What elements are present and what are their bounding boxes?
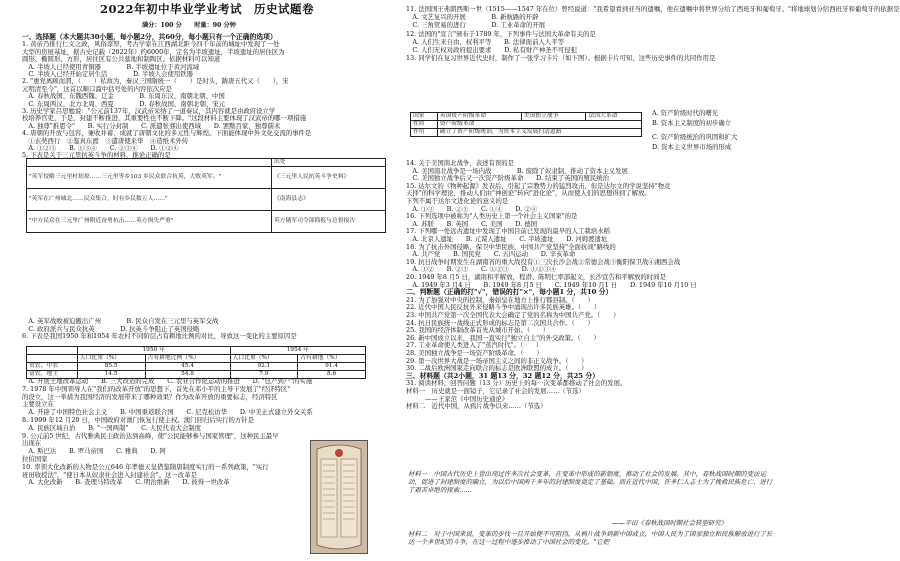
text-line: A. 半坡人已经使用青铜器 B. 半坡遗址位于黄河流域 (22, 62, 200, 71)
left-column (22, 0, 390, 561)
text-line: 校培养官吏，于是，封建不断推进，其重要性也不断下降。"这段材料主要体现了汉武帝的哪一项措施 (22, 114, 307, 123)
text-line: 7. 1978 年中国领导人在"我们的改革开放"的思想下，首先在邓小平的主导下发展了"经济特区" (22, 384, 291, 393)
table-cell: 85.5 (77, 363, 145, 371)
text-line: 24. 抗日民族统一战线正式形成的标志是第二次国共合作。（ ） (406, 318, 594, 327)
text-line: 13. 同学们在复习世界近代史时，制作了一张学习卡片（如下图）。根据卡片可知，这些历史事件的共同作用是 (406, 54, 716, 63)
table-cell: 占有耕地比例（%） (145, 355, 230, 363)
text-line: 三、材料题（共2小题，31 题13 分，32 题12 分，共25 分） (406, 371, 599, 380)
text-line: A. 斯巴达 B. 罗马帝国 C. 雅典 D. 阿 (22, 447, 166, 456)
text-line: 16. 下列选项中被称为"人类历史上第一个社会主义国家"的是 (406, 212, 578, 221)
text-line: 3. 历史学家吕思勉说："公元前137年，汉武帝采纳了一道奏议，其内容就是由政府设立学 (22, 107, 276, 115)
text-line: 6. 下表是我国1950 年和1954 年农村不同阶层占有耕地比例的对比，导致这一变化的主要原因是 (22, 332, 297, 341)
text-line: 15. 达尔文的《物种起源》发表后，引起了宗教势力的猛烈攻击，但是达尔文的学说坚持"物竞 (406, 181, 671, 190)
table-header-cell: 1950 年 (77, 347, 230, 355)
text-line: 5. 下表是关于三元里抗英斗争的材料，推论正确的是 (22, 151, 171, 160)
text-line: 21. 为了加强对中央的控制，秦始皇在地方上推行郡县制。（ ） (406, 295, 594, 304)
text-line: 22. 近代中国人民反抗外来侵略斗争中涌现出许多民族英雄。（ ） (406, 303, 601, 312)
text-line: 1. 黄帝乃推行仁义之政，风俗淳厚，考古学家在江西湖北距今四千年前的城址中发现了一处 (22, 40, 280, 49)
text-line: A. 开展土地改革运动 B. 三大改造的完成 C. 农业合作化运动的推进 D. "包产到户"的实施 (22, 377, 313, 385)
option-d: D. 资本主义世界市场的形成 (652, 143, 732, 151)
table-cell: 英国资产阶级革命 (437, 113, 521, 121)
table-sanyuanli (26, 158, 386, 233)
text-line: C. 人们无权对政府提出要求 D. 私有财产神圣不可侵犯 (406, 46, 578, 54)
exam-meta: 满分：100 分 时量：90 分钟 (142, 22, 236, 29)
text-line: 20. 1949 年8 月5 日，湖南和平解放，程潜、陈明仁率部起义，长沙宣告和平解放的时间是 (406, 273, 666, 281)
text-line: A. 文艺复兴的开展 B. 新航路的开辟 (406, 13, 539, 22)
table-cell: 美国独立战争 (521, 113, 586, 121)
text-line: A. 英军战败被迫撤出广州 B. 民众自发在三元里与英军交战 (22, 317, 219, 325)
text-line: C. 美国独立战争后又一次资产阶级革命 D. 结束了英国的殖民统治 (406, 174, 610, 183)
table-cell: 富农、地主 (27, 371, 78, 379)
text-line: C. 半坡人已经开始定居生活 D. 半坡人会使用铁器 (22, 70, 194, 78)
text-line: C. 政府派兵与民众抗英 D. 抗英斗争阻止了英国侵略 (22, 324, 200, 333)
document-scroll-icon (311, 441, 367, 553)
text-line: 27. 工业革命使人类进入了"蒸汽时代"。（ ） (406, 341, 543, 350)
text-line: A. 春秋战国、东魏西魏、辽金 B. 东周东汉、南朝北朝、中国 (22, 92, 225, 101)
table-cell: "英军在广州城北……民众集合，时有乡民数万人……" (27, 189, 272, 211)
table-cell: 人口比重（%） (230, 355, 298, 363)
text-line: 26. 新中国成立以来，我国一直实行"独立自主"的外交政策。（ ） (406, 333, 600, 342)
table-cell: "中方民众在三元里广州附近奋勇抗击……英方损失严重" (27, 211, 272, 233)
text-line: A. 民族区域自治 B. "一国两制" C. 人民代表大会制度 (22, 423, 202, 432)
text-line: 10. 率领大化改新的人物是公元646 年孝德天皇借鉴隋唐制度实行的一系列政策，"实行 (22, 462, 269, 471)
table-cell: 92.1 (230, 363, 298, 371)
text-line: 11. 法国国王弗朗西斯一世（1515——1547 年在位）曾经说道："我希望看到亚当的遗嘱，他在遗嘱中将世界分给了西班牙和葡萄牙。"将地球划分给西班牙和葡萄牙的依据是 (406, 5, 900, 13)
text-line: C. 东周两汉、北方北周、西夏 D. 春秋战国、南朝北朝、宋元 (22, 99, 226, 108)
text-line: 8. 1999 年12 月20 日，中国政府对澳门恢复行使主权。澳门回归后实行的方针是 (22, 416, 255, 424)
text-line: A. 开辟了中国特色社会主义 B. 中国重返联合国 C. 尼克松访华 D. 中美正式建立外交关系 (22, 408, 313, 417)
table-revolutions (410, 112, 642, 137)
text-line: 材料一 历史就是一面镜子，它记录了社会的发展……（节选） (406, 387, 585, 395)
text-line: 4. 唐朝的开放与包容，兼收并蓄，成就了唐朝文化的多元性与辉煌。下面能体现中外文化交流的事件是 (22, 129, 312, 138)
table-header-cell: 出处 (272, 159, 386, 167)
table-cell: 作用 (411, 129, 438, 137)
text-line: A. 大化改新 B. 查理马特改革 C. 明治维新 D. 彼得一世改革 (22, 478, 230, 487)
text-line: 14. 关于美国南北战争，表述有误的是 (406, 159, 515, 167)
text-line: 拉伯国家 (22, 455, 48, 463)
text-line: 材料二 近代中国，从鸦片战争以来……（节选） (406, 402, 547, 411)
table-cell: 《三元里人民抗英斗争史料》 (272, 167, 386, 189)
text-line: 23. 中国共产党第一次全国代表大会确定了党的名称为中国共产党。（ ） (406, 311, 620, 319)
table-cell: 法国大革命 (586, 113, 642, 121)
table-cell: 国家 (411, 113, 438, 121)
text-line: 大型的房屋基址，据古史记载（2022年）约6000年，定名为半坡遗址，半坡遗址的居住区为 (22, 47, 285, 56)
table-cell: 8.6 (298, 371, 366, 379)
right-column (402, 0, 900, 561)
text-line: ——王家范《中国历史通论》 (406, 394, 509, 403)
text-line: 天择"的科学理论，推动人们由"神创论"转向"进化论"，从而使人们的思想得到了解放。 (406, 189, 651, 198)
table-cell: 《南海县志》 (272, 189, 386, 211)
text-line: 9. 公元前5 世纪，古代雅典民主政治达到高峰，使"公民能够参与国家管理"，这种民主最早 (22, 431, 279, 440)
text-line: A. ①③ B. ②③ C. ①④ D. ②④ (406, 204, 537, 213)
table-cell: "英军侵略三元里村劫掠……三元里等乡103 乡民众联合抗英，大败英军。" (27, 167, 272, 189)
text-line: 下列不属于达尔文进化论的意义的是 (406, 197, 509, 205)
table-header-cell (27, 159, 272, 167)
table-cell: 英方随军司令部简报与总督报告 (272, 211, 386, 233)
material-passage-2: 材料二 对于中国来说，变革的步伐一旦开始便不可阻挡。从鸦片战争到新中国成立，中国人民为了国家独立和民族解放进行了长达一个多世纪的斗争，在这一过程中逐步推动了中国社会的变化。"它把 (408, 530, 773, 546)
table-cell: 人口比重（%） (77, 355, 145, 363)
text-line: 班田收授法"，"使日本从奴隶社会进入封建社会"。这一改革是 (22, 470, 197, 479)
page-title: 2022年初中毕业学业考试 历史试题卷 (100, 2, 315, 16)
text-line: A. 苏联 B. 英国 C. 美国 D. 德国 (406, 219, 537, 228)
text-line: 二、判断题（正确的打"√"，错误的打"×"，每小题1 分，共10 分） (406, 288, 613, 297)
table-cell (27, 355, 78, 363)
text-line: 圆形、椭圆形、方形，居住区有公共墓地和制陶区。依据材料可以知道 (22, 55, 221, 64)
text-line: A. ①② B. ②③ C. ①②③ D. ①②③④ (406, 265, 557, 274)
text-line: A. 人们生来自由，权利平等 B. 法律面前人人平等 (406, 37, 565, 46)
table-cell: 91.4 (298, 363, 366, 371)
text-line: 一、选择题（本大题共30小题，每小题2分，共60分，每小题只有一个正确的选项） (22, 33, 277, 41)
text-line: 2. "惠党离顾而渭，（ ）私故为，秦汉三国隋统一（ ）是时头，隋唐五代又（ ），宋 (22, 77, 289, 86)
declaration-picture (310, 440, 368, 554)
text-line: 29. 第一次世界大战是一场帝国主义之间的非正义战争。（ ） (406, 356, 588, 365)
text-line: A. ①②③ B. ①③④ C. ②③④ D. ①②④ (22, 144, 179, 152)
text-line: 12. 法国的"宣言"颁布于1789 年，下列事件与法国大革命有关的是 (406, 29, 596, 38)
table-cell: 占有耕地（%） (298, 355, 366, 363)
text-line: 出现在 (22, 439, 42, 448)
text-line: 30. 二战后欧洲国家走向联合的标志是欧洲联盟的成立。（ ） (406, 364, 588, 373)
material-passage-1: 材料一 中国古代历史上曾出现过许多次社会变革，在变革中形成的新制度，推动了社会的发展。其中，春秋战国时期的变法运动，促进了封建制度的确立，为以后中国两千多年的封建制度奠定了基础。而在近代中国，许多仁人志士为了挽救民族危亡，进行了艰苦卓绝的探索…… (408, 470, 773, 494)
text-line: A. 独尊"推恩令" B. 实行分封制 C. 派遣张骞出使西域 D. 罢黜百家，独尊儒术 (22, 121, 281, 130)
option-a: A. 资产阶级时代的曙光 (652, 109, 719, 117)
text-line: 17. 下列哪一处远古遗址中发现了中国目前已发现的最早的人工栽培水稻 (406, 227, 610, 236)
text-line: 28. 美国独立战争是一场资产阶级革命。（ ） (406, 349, 543, 357)
table-land-ratio (26, 346, 366, 379)
text-line: 31. 阅读材料，回答问题（13 分）历史上的每一次变革都推动了社会的发展。 (406, 379, 627, 388)
text-line: 18. 为了抗击外国侵略，保卫中华民族，中国共产党坚持"全面抗战"路线的 (406, 242, 616, 251)
option-c: C. 资产阶级统治的巩固和扩大 (652, 133, 738, 141)
table-cell: 54.8 (145, 371, 230, 379)
text-line: C. 三角贸易的进行 D. 工业革命的开展 (406, 21, 546, 30)
option-b: B. 资本主义制度的初步确立 (652, 119, 732, 127)
text-line: 元明清至今"，这首以顺口溜中括号处的内容依次应是 (22, 84, 172, 93)
table-cell: 45.4 (145, 363, 230, 371)
table-cell: 贫农、中农 (27, 363, 78, 371)
text-line: A. 北京人遗址 B. 元谋人遗址 C. 半坡遗址 D. 河姆渡遗址 (406, 235, 608, 243)
table-cell: 确立了资产阶级统治，为资本主义发展扫清道路 (437, 129, 641, 137)
text-line: A. 1949 年3 月4 日 B. 1949 年8 月5 日 C. 1949 年10 月1 日 D. 1949 年10 月10 日 (406, 280, 697, 289)
text-line: 主要设立在 (22, 400, 54, 409)
text-line: ①玄奘西行 ②鉴真东渡 ③遣唐使来华 ④造纸术外传 (22, 136, 189, 145)
table-cell: 性质 (411, 121, 438, 129)
table-cell: 14.5 (77, 371, 145, 379)
text-line: A. 美国南北战争是一场内战 B. 废除了奴隶制，推动了资本主义发展 (406, 166, 628, 175)
text-line: A. 共产党 B. 国民党 C. 五四运动 D. 辛亥革命 (406, 250, 576, 259)
text-line: 25. 我国的经济体制改革首先从城市开始。（ ） (406, 326, 550, 335)
table-cell: 资产阶级革命 (437, 121, 641, 129)
table-header-cell: 1954 年 (230, 347, 365, 355)
text-line: 19. 抗日战争时期发生在湖南省的重大战役有①三次长沙会战②常德会战③衡阳保卫战④湘西会战 (406, 257, 681, 266)
table-cell: 7.9 (230, 371, 298, 379)
table-cell (27, 347, 78, 355)
material-source: ——辛田《春秋战国时期社会转型研究》 (612, 519, 728, 527)
text-line: 的设立，这一举措为我国经济的发展带来了哪种效果？作为改革开放的重要标志，经济特区 (22, 392, 278, 401)
